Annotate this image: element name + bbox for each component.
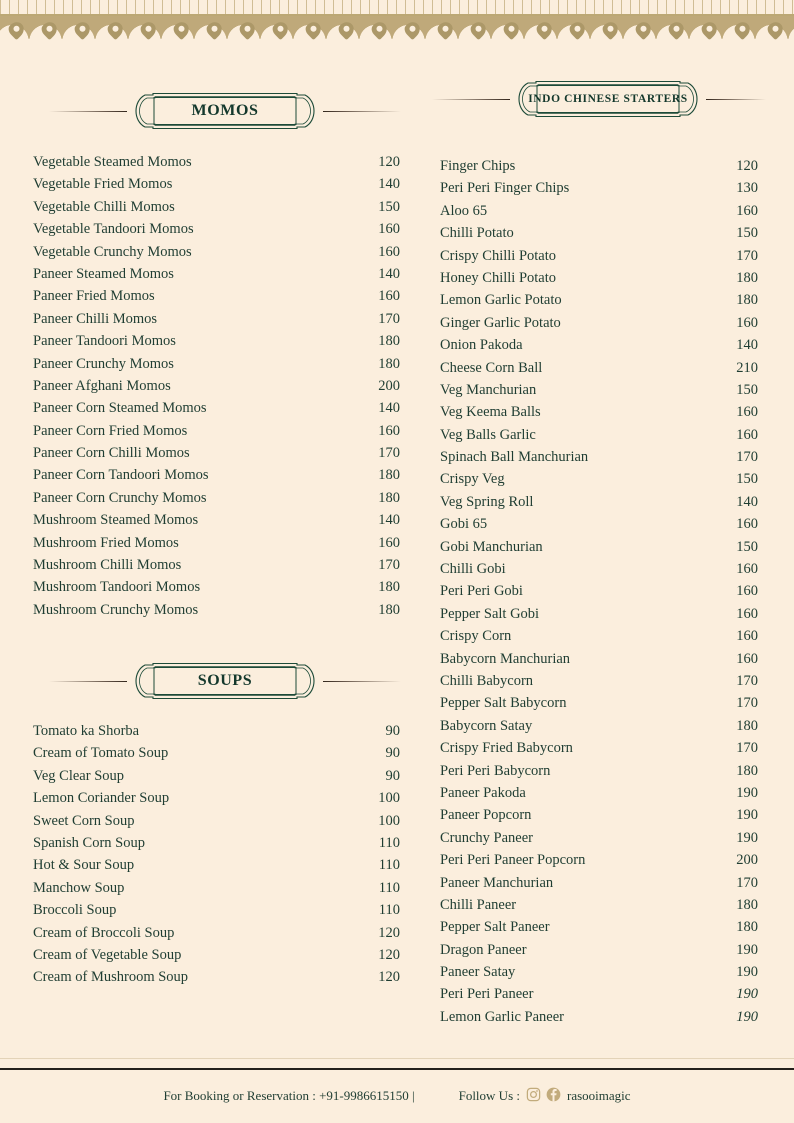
menu-item-name: Onion Pakoda (440, 337, 523, 354)
menu-item-row (33, 400, 400, 422)
menu-item-row (33, 535, 400, 557)
section-header-indo-chinese-starters (424, 80, 774, 118)
menu-item-name: Cream of Broccoli Soup (33, 924, 175, 941)
section-title: MOMOS (191, 102, 259, 119)
menu-item-price: 110 (378, 857, 400, 874)
menu-item-price: 170 (736, 740, 758, 757)
menu-item-row (33, 445, 400, 467)
menu-item-price: 170 (736, 247, 758, 264)
menu-item-name: Babycorn Satay (440, 717, 533, 734)
footer-divider (0, 1068, 794, 1070)
menu-item-price: 120 (736, 158, 758, 174)
menu-item-price: 180 (378, 333, 400, 350)
menu-item-name: Peri Peri Babycorn (440, 762, 551, 779)
menu-item-name: Peri Peri Paneer Popcorn (440, 852, 586, 869)
footer-rule-top (0, 1058, 794, 1059)
menu-item-price: 170 (378, 310, 400, 327)
menu-item-row (440, 986, 758, 1008)
pendant-drop-icon (39, 19, 60, 40)
menu-item-row (440, 270, 758, 292)
menu-item-row (440, 852, 758, 874)
pendant-drop-icon (633, 19, 654, 40)
menu-item-price: 180 (378, 601, 400, 618)
menu-item-price: 190 (736, 829, 758, 846)
menu-item-row (33, 813, 400, 835)
menu-item-row (440, 606, 758, 628)
menu-item-row (440, 337, 758, 359)
pendant-drop-icon (105, 19, 126, 40)
menu-item-row (440, 516, 758, 538)
menu-item-row (33, 378, 400, 400)
menu-item-name: Gobi 65 (440, 516, 488, 533)
facebook-icon[interactable] (546, 1087, 561, 1106)
menu-item-row (33, 154, 400, 176)
pendant-drop-icon (6, 19, 27, 40)
menu-item-price: 180 (378, 355, 400, 372)
menu-item-row (440, 225, 758, 247)
menu-item-name: Mushroom Crunchy Momos (33, 601, 199, 618)
menu-item-name: Veg Balls Garlic (440, 426, 536, 443)
pendant-drop-icon (699, 19, 720, 40)
menu-item-row (440, 695, 758, 717)
menu-item-price: 160 (736, 605, 758, 622)
menu-item-name: Paneer Corn Tandoori Momos (33, 467, 209, 484)
menu-item-price: 190 (736, 964, 758, 981)
menu-item-price: 180 (378, 579, 400, 596)
menu-item-price: 160 (736, 404, 758, 421)
pendant-row (0, 22, 794, 58)
menu-item-row (33, 176, 400, 198)
pendant-drop-icon (402, 19, 423, 40)
menu-item-name: Paneer Crunchy Momos (33, 355, 174, 372)
section-header-soups (30, 662, 420, 700)
menu-item-row (33, 288, 400, 310)
menu-item-name: Spanish Corn Soup (33, 834, 145, 851)
menu-item-row (33, 311, 400, 333)
menu-item-price: 190 (736, 941, 758, 958)
menu-item-row (33, 745, 400, 767)
menu-item-row (440, 158, 758, 180)
menu-item-row (33, 925, 400, 947)
menu-item-name: Ginger Garlic Potato (440, 314, 561, 331)
menu-item-name: Chilli Gobi (440, 561, 506, 578)
menu-item-price: 140 (378, 176, 400, 193)
menu-item-name: Vegetable Fried Momos (33, 176, 173, 193)
flourish-right (323, 111, 401, 112)
menu-item-price: 100 (378, 790, 400, 807)
menu-item-row (33, 880, 400, 902)
menu-item-name: Cream of Tomato Soup (33, 745, 169, 762)
menu-item-row (33, 356, 400, 378)
menu-item-name: Gobi Manchurian (440, 538, 543, 555)
menu-item-price: 160 (736, 561, 758, 578)
pendant-drop-icon (468, 19, 489, 40)
menu-item-name: Paneer Popcorn (440, 807, 532, 824)
menu-item-row (33, 512, 400, 534)
menu-item-row (440, 964, 758, 986)
menu-item-price: 110 (378, 902, 400, 919)
menu-item-name: Paneer Corn Chilli Momos (33, 445, 190, 462)
menu-item-price: 180 (378, 467, 400, 484)
menu-item-row (440, 248, 758, 270)
menu-item-row (440, 449, 758, 471)
menu-item-price: 180 (736, 269, 758, 286)
menu-item-price: 140 (378, 512, 400, 529)
menu-item-name: Vegetable Tandoori Momos (33, 221, 194, 238)
menu-item-name: Peri Peri Finger Chips (440, 180, 570, 197)
menu-item-row (33, 423, 400, 445)
menu-item-price: 160 (736, 202, 758, 219)
menu-item-price: 120 (378, 969, 400, 986)
menu-item-price: 180 (378, 489, 400, 506)
menu-item-row (440, 539, 758, 561)
menu-item-name: Peri Peri Gobi (440, 583, 523, 600)
menu-item-row (440, 471, 758, 493)
menu-item-row (440, 875, 758, 897)
menu-item-name: Lemon Coriander Soup (33, 790, 170, 807)
menu-item-row (33, 857, 400, 879)
menu-item-price: 140 (378, 400, 400, 417)
menu-item-price: 140 (378, 265, 400, 282)
menu-item-name: Veg Spring Roll (440, 493, 534, 510)
menu-item-name: Crispy Chilli Potato (440, 247, 557, 264)
menu-item-row (440, 315, 758, 337)
menu-item-price: 160 (736, 314, 758, 331)
menu-item-price: 180 (736, 919, 758, 936)
menu-item-price: 140 (736, 493, 758, 510)
menu-item-price: 170 (736, 672, 758, 689)
instagram-icon[interactable] (526, 1087, 541, 1106)
pendant-drop-icon (534, 19, 555, 40)
menu-item-name: Paneer Corn Crunchy Momos (33, 489, 207, 506)
menu-item-price: 160 (736, 628, 758, 645)
menu-item-price: 180 (736, 896, 758, 913)
menu-item-name: Pepper Salt Babycorn (440, 695, 567, 712)
menu-item-price: 90 (385, 745, 400, 762)
menu-item-row (440, 740, 758, 762)
social-links (526, 1087, 561, 1106)
menu-item-name: Finger Chips (440, 158, 516, 174)
menu-item-price: 120 (378, 154, 400, 170)
menu-item-price: 140 (736, 337, 758, 354)
menu-item-row (33, 768, 400, 790)
menu-item-price: 190 (736, 986, 758, 1003)
menu-item-name: Babycorn Manchurian (440, 650, 571, 667)
menu-item-name: Tomato ka Shorba (33, 723, 140, 739)
cartouche-indo-chinese-starters (510, 80, 706, 118)
menu-item-row (440, 651, 758, 673)
menu-item-price: 190 (736, 1008, 758, 1025)
menu-item-name: Dragon Paneer (440, 941, 527, 958)
menu-item-price: 170 (378, 557, 400, 574)
pendant-drop-icon (765, 19, 786, 40)
flourish-right (323, 681, 401, 682)
menu-item-row (33, 557, 400, 579)
menu-list-indo-chinese-starters (440, 158, 758, 1031)
menu-item-row (440, 628, 758, 650)
menu-item-row (440, 382, 758, 404)
menu-item-price: 200 (378, 377, 400, 394)
pendant-drop-icon (138, 19, 159, 40)
pendant-drop-icon (567, 19, 588, 40)
menu-item-row (33, 790, 400, 812)
menu-item-price: 160 (378, 288, 400, 305)
menu-item-name: Paneer Satay (440, 964, 516, 981)
menu-item-price: 90 (385, 767, 400, 784)
menu-item-row (440, 1009, 758, 1031)
menu-item-name: Paneer Pakoda (440, 784, 526, 801)
menu-item-name: Mushroom Fried Momos (33, 534, 179, 551)
menu-item-row (33, 902, 400, 924)
menu-item-row (33, 723, 400, 745)
menu-item-name: Paneer Corn Steamed Momos (33, 400, 207, 417)
menu-item-price: 190 (736, 807, 758, 824)
menu-item-row (440, 427, 758, 449)
menu-item-row (33, 199, 400, 221)
menu-item-price: 160 (736, 516, 758, 533)
top-ornament-band (0, 0, 794, 58)
menu-item-row (440, 203, 758, 225)
menu-item-name: Peri Peri Paneer (440, 986, 534, 1003)
menu-item-row (440, 494, 758, 516)
menu-item-name: Crispy Fried Babycorn (440, 740, 573, 757)
menu-item-row (440, 718, 758, 740)
menu-item-row (440, 942, 758, 964)
menu-item-row (440, 673, 758, 695)
menu-item-name: Crispy Veg (440, 471, 505, 488)
menu-item-name: Hot & Sour Soup (33, 857, 135, 874)
menu-item-price: 200 (736, 852, 758, 869)
menu-item-price: 160 (736, 583, 758, 600)
menu-item-price: 160 (736, 650, 758, 667)
menu-item-name: Cheese Corn Ball (440, 359, 543, 376)
menu-item-row (440, 583, 758, 605)
menu-item-row (440, 763, 758, 785)
menu-item-price: 160 (378, 243, 400, 260)
menu-item-price: 90 (385, 723, 400, 739)
stripe-pattern (0, 0, 794, 15)
cartouche-soups (127, 662, 323, 700)
social-handle: rasooimagic (567, 1088, 631, 1103)
flourish-left (49, 681, 127, 682)
menu-item-name: Chilli Potato (440, 225, 514, 242)
menu-item-row (440, 561, 758, 583)
menu-list-momos (33, 154, 400, 624)
menu-item-name: Paneer Corn Fried Momos (33, 422, 188, 439)
pendant-drop-icon (336, 19, 357, 40)
menu-item-name: Mushroom Tandoori Momos (33, 579, 201, 596)
menu-list-soups (33, 723, 400, 992)
menu-item-name: Pepper Salt Paneer (440, 919, 550, 936)
menu-item-price: 170 (378, 445, 400, 462)
pendant-drop-icon (270, 19, 291, 40)
menu-item-name: Cream of Vegetable Soup (33, 946, 182, 963)
menu-item-price: 190 (736, 784, 758, 801)
menu-item-name: Paneer Afghani Momos (33, 377, 171, 394)
menu-item-name: Veg Manchurian (440, 381, 537, 398)
menu-item-price: 160 (378, 221, 400, 238)
pendant-drop-icon (600, 19, 621, 40)
menu-item-name: Sweet Corn Soup (33, 812, 135, 829)
menu-item-name: Lemon Garlic Potato (440, 292, 562, 309)
menu-item-name: Mushroom Steamed Momos (33, 512, 199, 529)
menu-item-row (440, 830, 758, 852)
menu-item-row (33, 333, 400, 355)
menu-item-name: Vegetable Chilli Momos (33, 198, 175, 215)
menu-item-price: 180 (736, 717, 758, 734)
menu-item-row (33, 490, 400, 512)
menu-item-price: 150 (736, 471, 758, 488)
menu-item-row (33, 266, 400, 288)
menu-item-name: Veg Clear Soup (33, 767, 125, 784)
pendant-drop-icon (237, 19, 258, 40)
menu-item-name: Chilli Paneer (440, 896, 517, 913)
menu-item-price: 180 (736, 292, 758, 309)
section-header-momos (30, 92, 420, 130)
menu-item-price: 110 (378, 834, 400, 851)
menu-item-row (440, 897, 758, 919)
menu-item-row (33, 835, 400, 857)
menu-item-name: Vegetable Crunchy Momos (33, 243, 192, 260)
menu-item-price: 170 (736, 449, 758, 466)
pendant-drop-icon (171, 19, 192, 40)
menu-item-price: 160 (378, 534, 400, 551)
menu-item-name: Crunchy Paneer (440, 829, 534, 846)
menu-item-name: Paneer Manchurian (440, 874, 554, 891)
flourish-right (706, 99, 766, 100)
menu-item-row (440, 360, 758, 382)
menu-item-name: Honey Chilli Potato (440, 269, 556, 286)
menu-item-name: Pepper Salt Gobi (440, 605, 540, 622)
pendant-drop-icon (72, 19, 93, 40)
menu-item-row (33, 947, 400, 969)
pendant-drop-icon (204, 19, 225, 40)
menu-item-name: Vegetable Steamed Momos (33, 154, 192, 170)
menu-item-row (440, 292, 758, 314)
menu-item-price: 110 (378, 879, 400, 896)
menu-item-name: Broccoli Soup (33, 902, 117, 919)
menu-item-name: Manchow Soup (33, 879, 125, 896)
menu-item-price: 120 (378, 946, 400, 963)
menu-item-row (33, 969, 400, 991)
menu-item-price: 130 (736, 180, 758, 197)
flourish-left (432, 99, 510, 100)
menu-item-name: Lemon Garlic Paneer (440, 1008, 565, 1025)
menu-item-price: 150 (736, 225, 758, 242)
pendant-drop-icon (369, 19, 390, 40)
menu-item-price: 210 (736, 359, 758, 376)
pendant-drop-icon (435, 19, 456, 40)
menu-item-price: 180 (736, 762, 758, 779)
section-title: INDO CHINESE STARTERS (528, 93, 688, 105)
menu-item-name: Veg Keema Balls (440, 404, 541, 421)
menu-item-price: 100 (378, 812, 400, 829)
pendant-drop-icon (666, 19, 687, 40)
pendant-drop-icon (303, 19, 324, 40)
menu-item-row (33, 579, 400, 601)
menu-item-price: 120 (378, 924, 400, 941)
menu-item-price: 150 (378, 198, 400, 215)
menu-item-name: Cream of Mushroom Soup (33, 969, 189, 986)
menu-item-name: Crispy Corn (440, 628, 512, 645)
menu-item-row (440, 807, 758, 829)
menu-item-row (33, 467, 400, 489)
booking-text: For Booking or Reservation : +91-9986615150 | (163, 1088, 415, 1103)
menu-item-price: 150 (736, 381, 758, 398)
menu-item-name: Paneer Chilli Momos (33, 310, 158, 327)
footer (0, 1085, 794, 1107)
menu-item-row (33, 221, 400, 243)
follow-label: Follow Us : (458, 1088, 520, 1103)
menu-item-name: Paneer Steamed Momos (33, 265, 174, 282)
menu-item-row (33, 244, 400, 266)
menu-item-row (33, 602, 400, 624)
flourish-left (49, 111, 127, 112)
menu-item-name: Mushroom Chilli Momos (33, 557, 182, 574)
pendant-drop-icon (501, 19, 522, 40)
menu-item-price: 170 (736, 695, 758, 712)
menu-item-row (440, 404, 758, 426)
menu-item-price: 160 (736, 426, 758, 443)
menu-item-row (440, 180, 758, 202)
cartouche-momos (127, 92, 323, 130)
menu-item-name: Chilli Babycorn (440, 672, 534, 689)
menu-item-name: Paneer Fried Momos (33, 288, 155, 305)
menu-item-price: 150 (736, 538, 758, 555)
section-title: SOUPS (197, 672, 253, 689)
pendant-drop-icon (732, 19, 753, 40)
menu-item-name: Spinach Ball Manchurian (440, 449, 589, 466)
menu-item-price: 170 (736, 874, 758, 891)
menu-item-price: 160 (378, 422, 400, 439)
menu-item-row (440, 785, 758, 807)
menu-item-row (440, 919, 758, 941)
menu-item-name: Paneer Tandoori Momos (33, 333, 176, 350)
menu-item-name: Aloo 65 (440, 202, 488, 219)
